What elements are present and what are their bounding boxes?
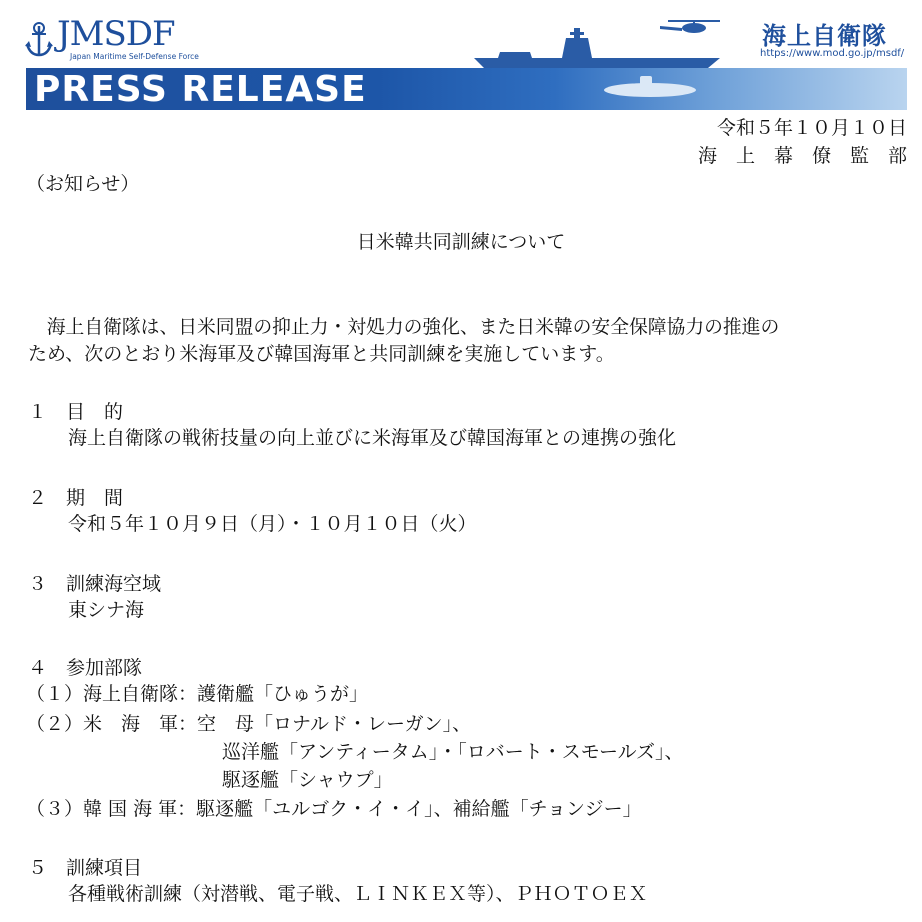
org-url: https://www.mod.go.jp/msdf/	[760, 48, 905, 59]
units-line-3: 巡洋艦「アンティータム」・「ロバート・スモールズ」、	[222, 741, 684, 763]
purpose-body: 海上自衛隊の戦術技量の向上並びに米海軍及び韓国海軍との連携の強化	[68, 427, 677, 449]
logo-text: JMSDF	[57, 14, 175, 54]
period-body: 令和５年１０月９日（月）・１０月１０日（火）	[68, 513, 477, 535]
area-heading: ３ 訓練海空域	[28, 573, 162, 595]
items-heading: ５ 訓練項目	[28, 857, 143, 879]
release-date: 令和５年１０月１０日	[716, 117, 907, 139]
press-release-title: PRESS RELEASE	[34, 69, 367, 110]
period-heading: ２ 期 間	[28, 487, 124, 509]
logo-subtitle: Japan Maritime Self-Defense Force	[70, 52, 199, 61]
intro-line-1: 海上自衛隊は、日米同盟の抑止力・対処力の強化、また日米韓の安全保障協力の推進の	[28, 317, 780, 338]
units-line-5: （３）韓 国 海 軍：駆逐艦「ユルゴク・イ・イ」、補給艦「チョンジー」	[26, 798, 642, 820]
press-release-header	[0, 0, 922, 112]
units-line-4: 駆逐艦「シャウプ」	[222, 769, 393, 791]
units-line-1: （１）海上自衛隊：護衛艦「ひゅうが」	[26, 683, 369, 705]
units-heading: ４ 参加部隊	[28, 657, 143, 679]
intro-line-2: ため、次のとおり米海軍及び韓国海軍と共同訓練を実施しています。	[28, 343, 615, 365]
purpose-heading: １ 目 的	[28, 401, 124, 423]
document-title: 日米韓共同訓練について	[356, 231, 566, 253]
area-body: 東シナ海	[68, 599, 145, 621]
units-line-2: （２）米 海 軍：空 母「ロナルド・レーガン」、	[26, 713, 472, 735]
anchor-emblem-icon	[24, 20, 54, 58]
notice-label: （お知らせ）	[26, 173, 140, 195]
ships-helicopter-illustration	[470, 14, 730, 110]
org-name-jp: 海上自衛隊	[762, 22, 887, 50]
items-body: 各種戦術訓練（対潜戦、電子戦、ＬＩＮＫＥＸ等）、ＰＨＯＴＯＥＸ	[68, 883, 648, 905]
issuer: 海 上 幕 僚 監 部	[697, 145, 907, 167]
